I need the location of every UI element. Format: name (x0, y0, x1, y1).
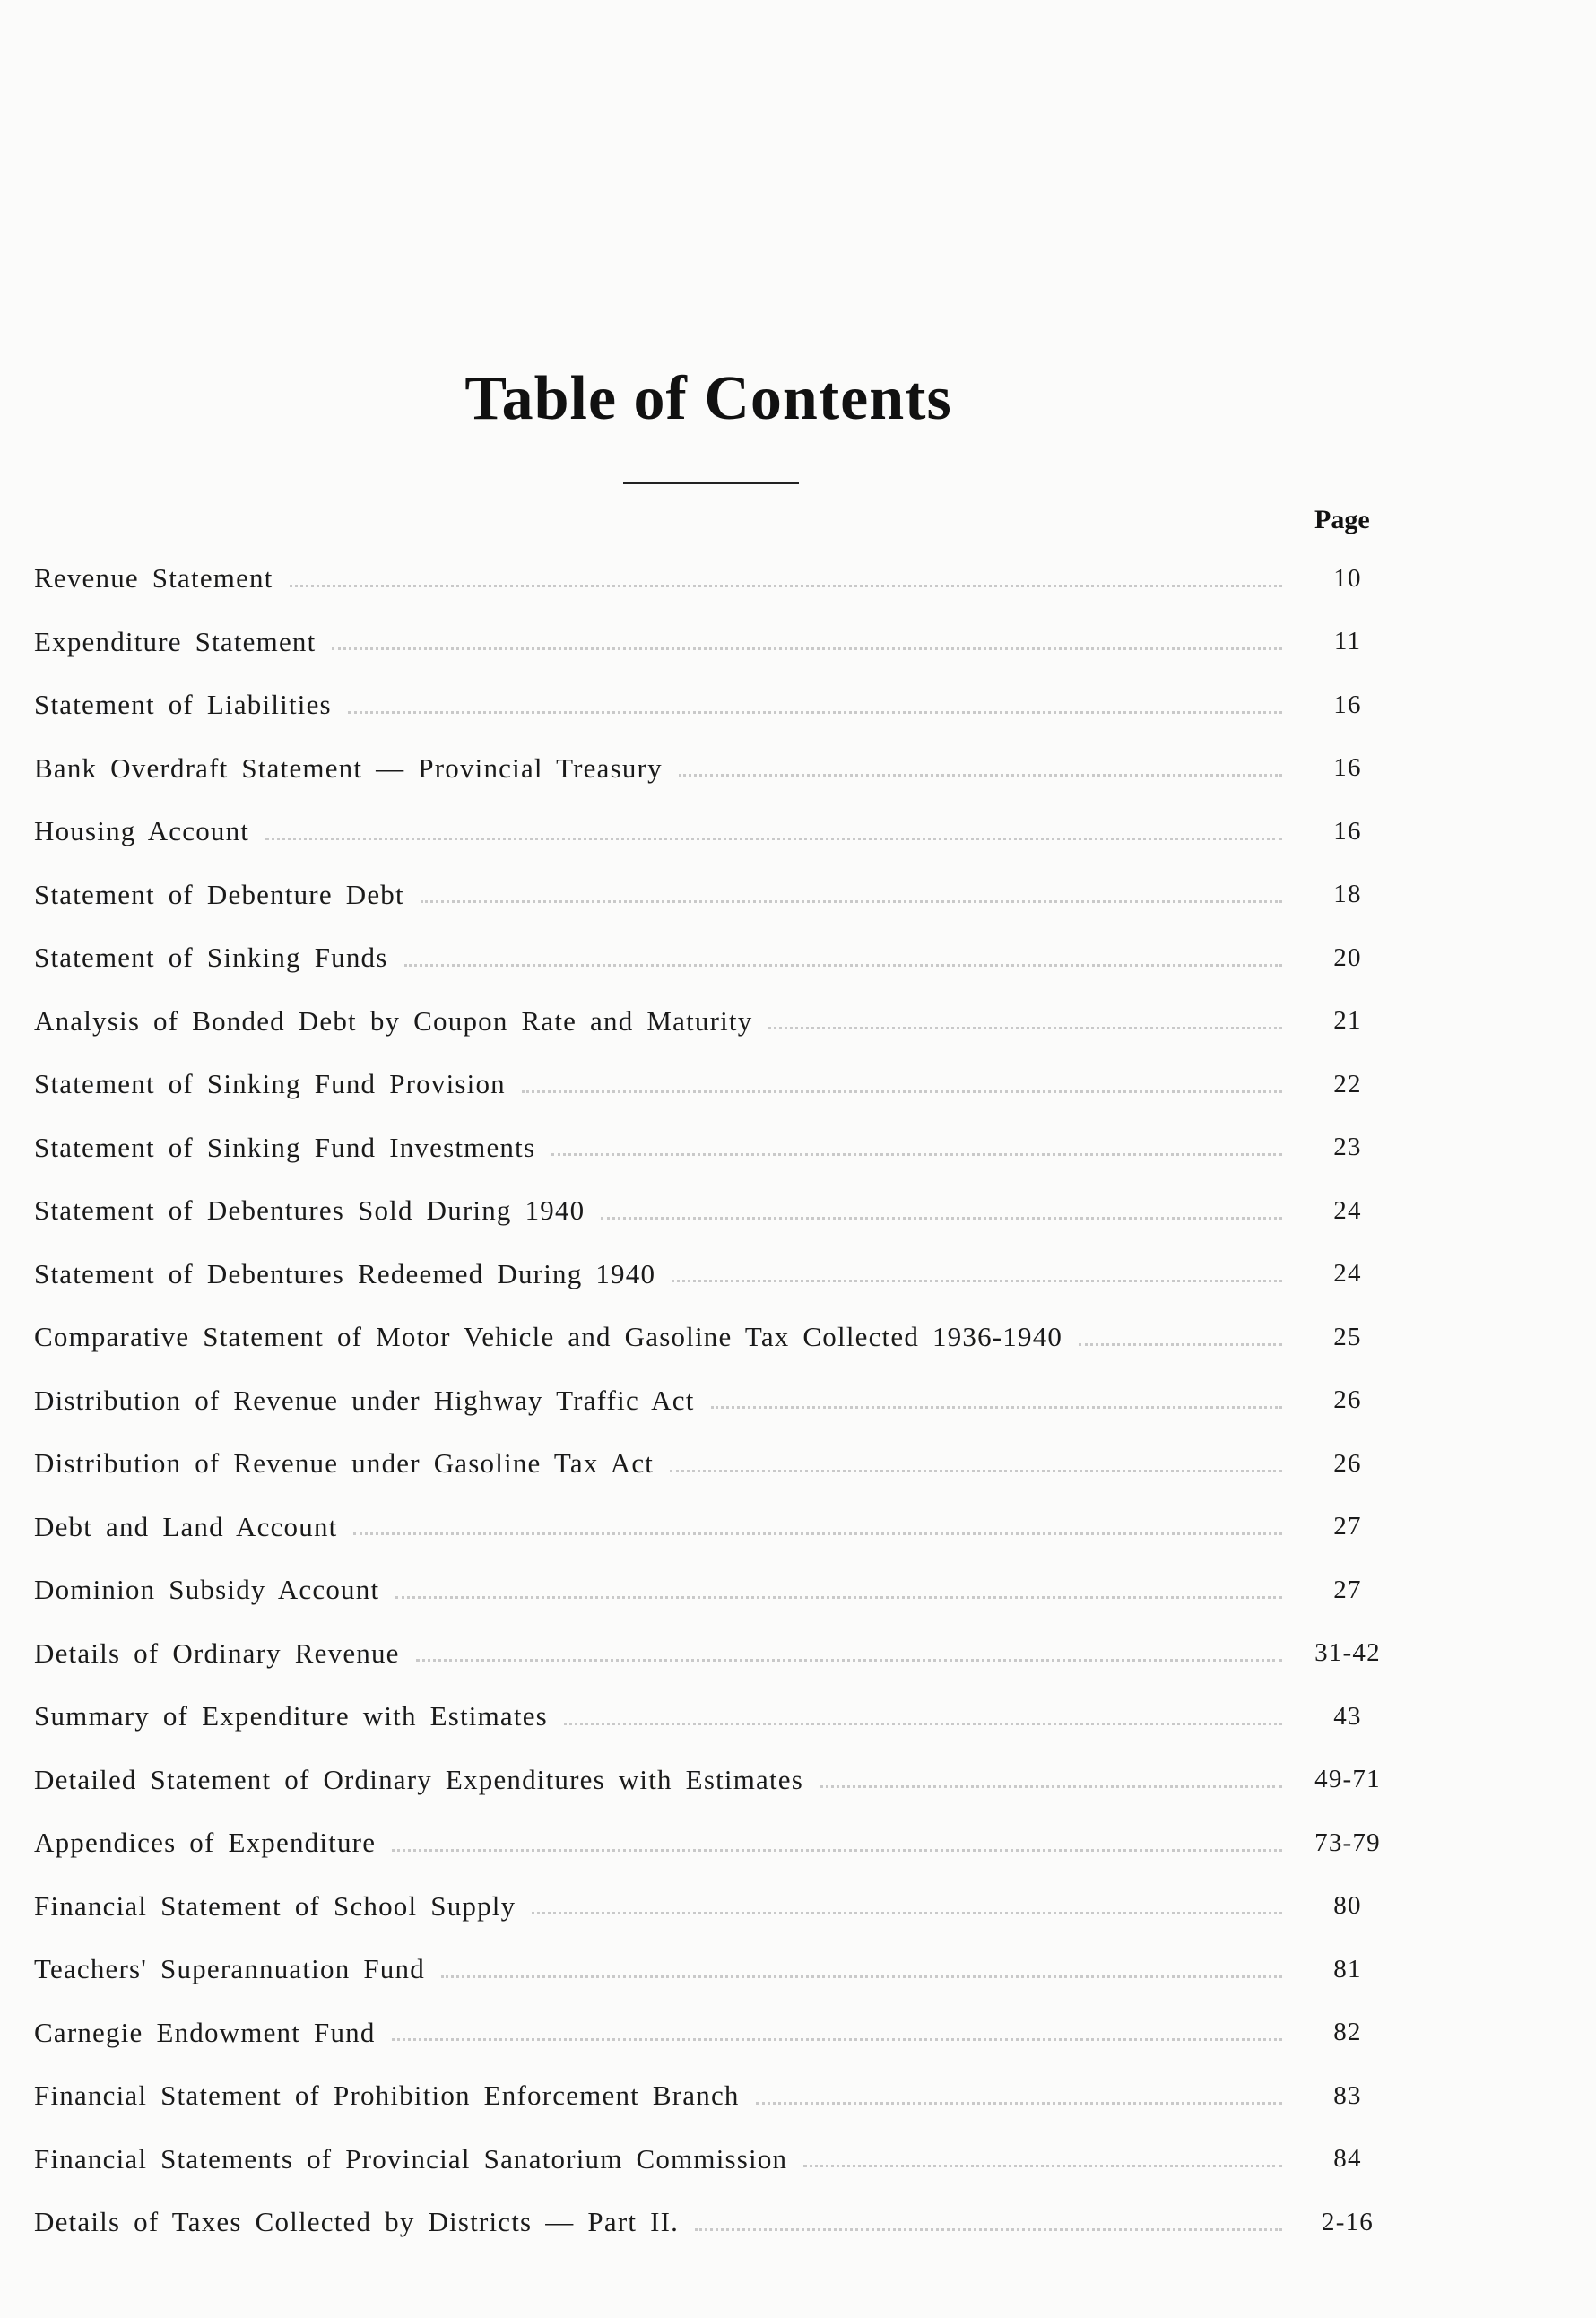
toc-entry[interactable] (34, 1369, 1397, 1433)
dot-leader (564, 1723, 1282, 1725)
toc-entry-label: Dominion Subsidy Account (34, 1574, 380, 1606)
toc-entry[interactable] (34, 800, 1397, 864)
toc-entry-label: Housing Account (34, 815, 250, 847)
toc-entry-label: Statement of Sinking Funds (34, 942, 388, 974)
toc-entry-page: 26 (1333, 1448, 1362, 1478)
dot-leader (820, 1785, 1282, 1788)
dot-leader (265, 838, 1282, 840)
toc-entry[interactable] (34, 611, 1397, 674)
toc-entry-label: Teachers' Superannuation Fund (34, 1953, 425, 1985)
toc-entry-page: 83 (1333, 2080, 1362, 2110)
toc-entry-page: 73-79 (1314, 1827, 1381, 1857)
toc-entry[interactable] (34, 864, 1397, 927)
toc-entry-label: Distribution of Revenue under Highway Traffic Act (34, 1384, 695, 1416)
dot-leader (1079, 1343, 1282, 1346)
dot-leader (404, 964, 1282, 967)
toc-entry-page: 43 (1333, 1701, 1362, 1731)
toc-entry-page: 16 (1333, 753, 1362, 783)
toc-entry-label: Statement of Sinking Fund Provision (34, 1068, 506, 1100)
page-column-header: Page (1314, 505, 1370, 534)
toc-entry[interactable] (34, 1496, 1397, 1559)
toc-entry[interactable] (34, 737, 1397, 801)
toc-entry-label: Statement of Liabilities (34, 689, 332, 721)
toc-entry-page: 26 (1333, 1385, 1362, 1415)
dot-leader (522, 1090, 1282, 1093)
dot-leader (353, 1532, 1282, 1535)
toc-entry-page: 31-42 (1314, 1638, 1381, 1668)
toc-entry[interactable] (34, 1243, 1397, 1307)
dot-leader (601, 1217, 1282, 1220)
toc-entry[interactable] (34, 2001, 1397, 2065)
dot-leader (768, 1027, 1282, 1029)
toc-entry[interactable] (34, 990, 1397, 1054)
toc-entry-label: Distribution of Revenue under Gasoline Tax Act (34, 1447, 655, 1480)
toc-entry-page: 10 (1333, 563, 1362, 593)
toc-entry[interactable] (34, 1938, 1397, 2001)
dot-leader (551, 1153, 1282, 1156)
dot-leader (416, 1659, 1282, 1662)
page-title: Table of Contents (464, 364, 952, 433)
toc-entry-page: 11 (1333, 627, 1362, 656)
toc-entry-page: 27 (1333, 1512, 1362, 1541)
toc-entry-page: 22 (1333, 1069, 1362, 1098)
toc-entry-page: 16 (1333, 690, 1362, 719)
toc-entry[interactable] (34, 1306, 1397, 1369)
toc-entry[interactable] (34, 1685, 1397, 1749)
toc-entry-page: 25 (1333, 1322, 1362, 1351)
dot-leader (395, 1596, 1282, 1599)
toc-entry-label: Carnegie Endowment Fund (34, 2016, 376, 2048)
toc-entry-page: 27 (1333, 1575, 1362, 1604)
toc-entry-page: 24 (1333, 1259, 1362, 1289)
toc-entry-label: Bank Overdraft Statement — Provincial Treasury (34, 751, 663, 784)
toc-entry-label: Financial Statement of School Supply (34, 1889, 516, 1922)
dot-leader (711, 1406, 1282, 1409)
dot-leader (679, 774, 1282, 777)
dot-leader (441, 1975, 1282, 1978)
toc-entry-label: Details of Ordinary Revenue (34, 1636, 400, 1669)
toc-entry-label: Revenue Statement (34, 562, 273, 595)
toc-entry[interactable] (34, 2128, 1397, 2192)
toc-entry-label: Detailed Statement of Ordinary Expenditures with Estimates (34, 1763, 804, 1795)
toc-entry[interactable] (34, 1749, 1397, 1812)
dot-leader (756, 2102, 1282, 2105)
dot-leader (392, 2038, 1282, 2041)
toc-entry-label: Statement of Debentures Sold During 1940 (34, 1194, 585, 1227)
toc-entry[interactable] (34, 1811, 1397, 1875)
toc-entry[interactable] (34, 1053, 1397, 1116)
toc-entry-label: Statement of Debenture Debt (34, 878, 404, 910)
toc-entry[interactable] (34, 1622, 1397, 1686)
toc-entry-page: 80 (1333, 1891, 1362, 1921)
dot-leader (332, 647, 1282, 650)
toc-entry-label: Debt and Land Account (34, 1510, 338, 1542)
toc-entry-label: Financial Statement of Prohibition Enforcement Branch (34, 2079, 740, 2112)
toc-entry-label: Appendices of Expenditure (34, 1827, 377, 1859)
toc-entry[interactable] (34, 1432, 1397, 1496)
dot-leader (670, 1470, 1282, 1472)
dot-leader (290, 585, 1282, 587)
toc-entry[interactable] (34, 1558, 1397, 1622)
toc-entry[interactable] (34, 1875, 1397, 1939)
dot-leader (803, 2165, 1282, 2167)
toc-entry-page: 20 (1333, 942, 1362, 972)
toc-entry-page: 2-16 (1322, 2207, 1374, 2236)
toc-entry-label: Financial Statements of Provincial Sanatorium Commission (34, 2142, 788, 2175)
toc-entry-page: 21 (1333, 1006, 1362, 1036)
toc-list (34, 547, 1397, 2254)
toc-entry-label: Statement of Sinking Fund Investments (34, 1131, 536, 1163)
toc-entry[interactable] (34, 1179, 1397, 1243)
toc-entry-page: 18 (1333, 880, 1362, 909)
toc-entry-label: Expenditure Statement (34, 625, 317, 657)
toc-entry-label: Summary of Expenditure with Estimates (34, 1700, 548, 1732)
dot-leader (672, 1280, 1282, 1282)
toc-entry[interactable] (34, 2064, 1397, 2128)
toc-entry-page: 24 (1333, 1195, 1362, 1225)
toc-entry-page: 23 (1333, 1133, 1362, 1162)
toc-entry-label: Details of Taxes Collected by Districts — Part II. (34, 2206, 680, 2238)
toc-entry-page: 84 (1333, 2144, 1362, 2174)
toc-entry-label: Analysis of Bonded Debt by Coupon Rate and Maturity (34, 1004, 753, 1037)
toc-entry-label: Comparative Statement of Motor Vehicle and Gasoline Tax Collected 1936-1940 (34, 1321, 1063, 1353)
toc-entry[interactable] (34, 2191, 1397, 2254)
toc-entry[interactable] (34, 926, 1397, 990)
title-rule (623, 482, 799, 484)
dot-leader (421, 900, 1282, 903)
toc-entry[interactable] (34, 673, 1397, 737)
dot-leader (348, 711, 1282, 714)
dot-leader (695, 2228, 1282, 2231)
toc-entry-page: 16 (1333, 816, 1362, 846)
dot-leader (392, 1849, 1282, 1852)
toc-entry-label: Statement of Debentures Redeemed During 1940 (34, 1257, 656, 1289)
toc-entry-page: 81 (1333, 1954, 1362, 1984)
toc-entry[interactable] (34, 547, 1397, 611)
dot-leader (532, 1912, 1282, 1914)
toc-entry[interactable] (34, 1116, 1397, 1180)
toc-entry-page: 82 (1333, 2018, 1362, 2047)
toc-entry-page: 49-71 (1314, 1765, 1381, 1794)
